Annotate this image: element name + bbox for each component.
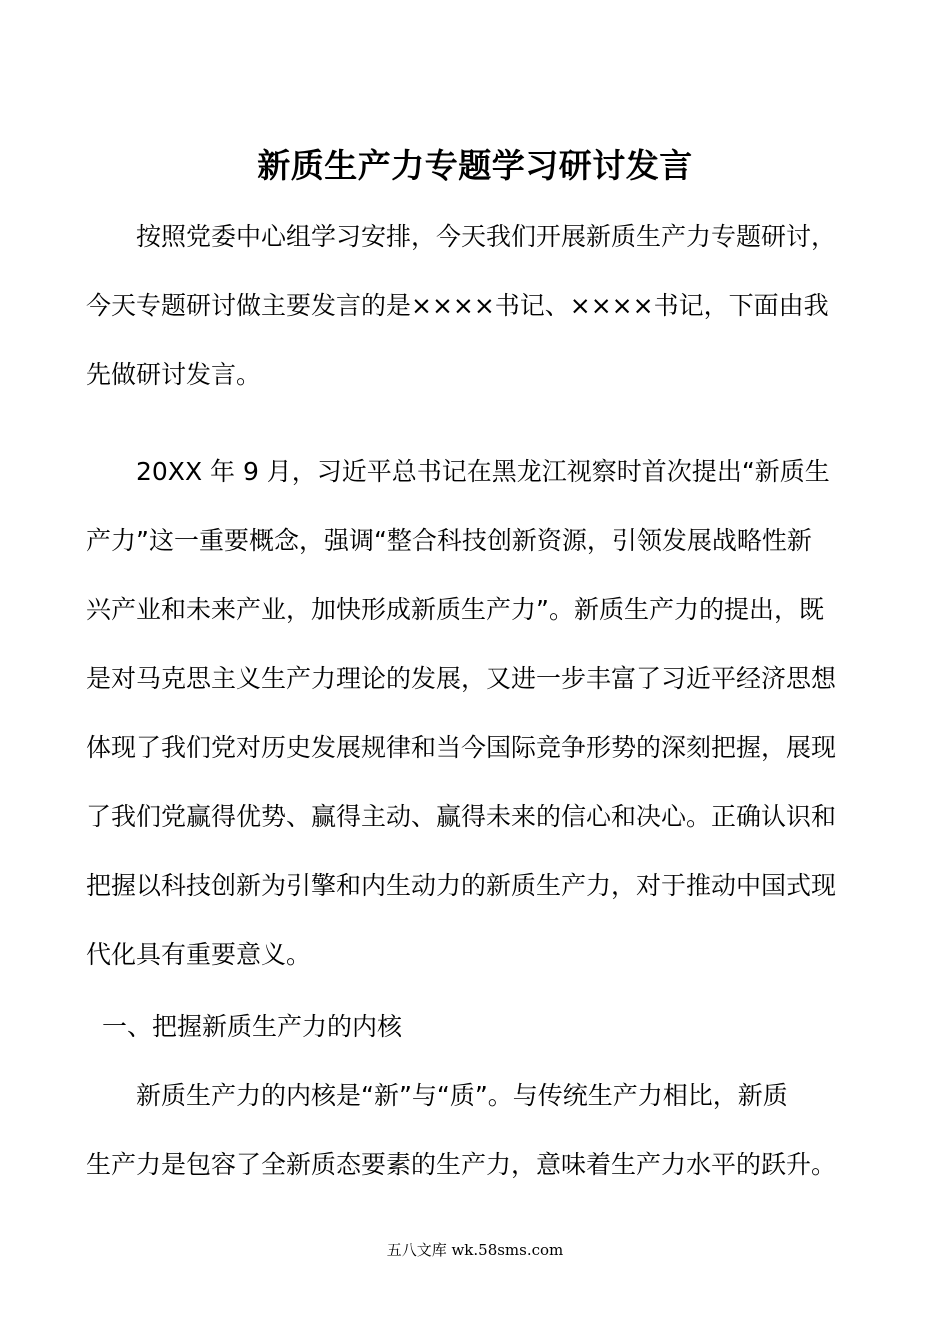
- footer-watermark: 五八文库 wk.58sms.com: [386, 1241, 564, 1259]
- paragraph-line: 产力”这一重要概念，强调“整合科技创新资源，引领发展战略性新: [86, 526, 812, 555]
- paragraph-intro: [86, 202, 866, 409]
- paragraph-line: 今天专题研讨做主要发言的是××××书记、××××书记，下面由我: [86, 291, 829, 320]
- paragraph-line: 兴产业和未来产业，加快形成新质生产力”。新质生产力的提出，既: [86, 595, 824, 624]
- paragraph-line: 20XX 年 9 月，习近平总书记在黑龙江视察时首次提出“新质生: [86, 457, 830, 486]
- paragraph-line: 体现了我们党对历史发展规律和当今国际竞争形势的深刻把握，展现: [86, 733, 837, 762]
- paragraph-line: 了我们党赢得优势、赢得主动、赢得未来的信心和决心。正确认识和: [86, 802, 837, 831]
- paragraph-line: 是对马克思主义生产力理论的发展，又进一步丰富了习近平经济思想: [86, 664, 837, 693]
- paragraph-line: 代化具有重要意义。: [86, 940, 312, 969]
- paragraph-line: 按照党委中心组学习安排，今天我们开展新质生产力专题研讨，: [86, 222, 837, 251]
- document-title: 新质生产力专题学习研讨发言: [257, 146, 693, 185]
- paragraph-line: 新质生产力的内核是“新”与“质”。与传统生产力相比，新质: [86, 1081, 788, 1110]
- paragraph-background: [86, 437, 866, 989]
- paragraph-section-one: [86, 1061, 866, 1199]
- section-heading: 一、把握新质生产力的内核: [102, 1012, 403, 1041]
- paragraph-line: 把握以科技创新为引擎和内生动力的新质生产力，对于推动中国式现: [86, 871, 837, 900]
- paragraph-line: 生产力是包容了全新质态要素的生产力，意味着生产力水平的跃升。: [86, 1150, 837, 1179]
- paragraph-line: 先做研讨发言。: [86, 360, 262, 389]
